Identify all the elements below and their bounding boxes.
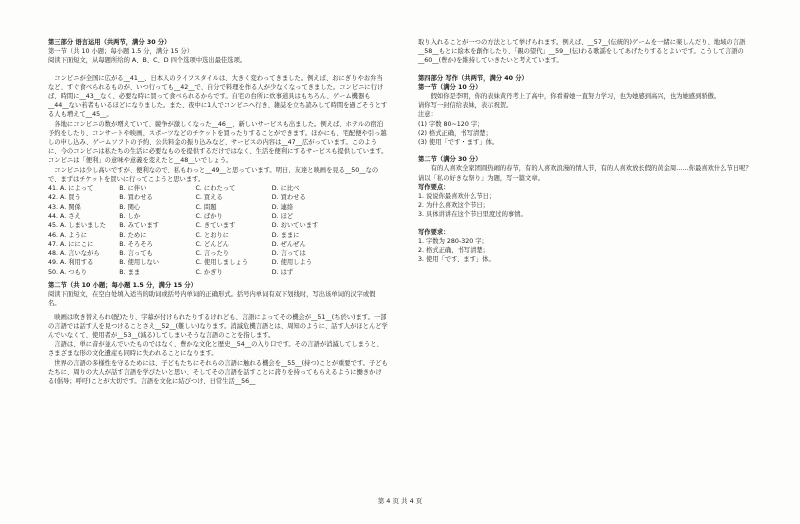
option-row: [48, 240, 348, 249]
options-table: [48, 184, 348, 277]
writing2-point: 1. 说说你最喜欢什么节日；: [418, 193, 496, 201]
writing2-title: 第二节（满分 30 分）: [418, 156, 482, 164]
writing1-prompt: 假如你是李明，你的表妹黄丹考上了高中，你看着她一直努力学习，也为她感到高兴，也为她感到骄傲。: [418, 93, 721, 101]
option-d: D. ほど: [271, 212, 294, 220]
option-c: C. ばかり: [195, 212, 223, 220]
option-b: B. 使用しない: [119, 259, 160, 267]
writing2-requirement: 3. 使用「です、ます」体。: [418, 256, 495, 264]
option-b: B. 言っても: [119, 250, 153, 258]
option-a: 50. A. つもり: [48, 268, 88, 276]
writing1-note: (3) 使用「です・ます」体。: [418, 139, 499, 147]
option-row: [48, 203, 348, 212]
right-column: [418, 38, 758, 264]
option-b: B. しか: [119, 212, 141, 220]
option-d: D. 使用しよう: [271, 259, 313, 267]
writing2-points-title: 写作要点：: [418, 183, 450, 191]
passage2-paragraph: 言語は、単に音が並んでいたものではなく、豊かな文化と歴史__54__の入り口です。その言語が消滅してしまうと、さまざまな形の文化遺産も同時に失われることになります。: [48, 341, 383, 358]
option-a: 46. A. ように: [48, 231, 88, 239]
option-row: [48, 258, 348, 267]
passage2-continuation: 取り入れることが一つの方法として挙げられます。例えば、__57__(伝統的)ゲームを一緒に楽しんだり、地域の言語__58__もとに絵本を創作したり、「親の望代」__59__(伝)わる歌謡をしてあげたりするとよいです。こうして言語の__60__(豊か)を維持していきたいと考えています。: [418, 39, 746, 65]
writing1-note: (2) 格式正确，书写清楚；: [418, 129, 492, 137]
option-b: B. に伴い: [119, 185, 147, 193]
passage2-paragraph: 世界の言語の多様性を守るためには、子どもたちにそれらの言語に触れる機会を__55__(持つ)ことが重要です。子どもたちに、周りの大人が話す言語を学びたいと思い、そしてその言語を話すことに誇りを持ってもらえるように働きかける(倡导；呼吁)ことが大切です。言語を文化に結びつけ、日常生活__56__: [48, 359, 388, 386]
option-b: B. みています: [119, 222, 160, 230]
option-c: C. とおりに: [195, 231, 230, 239]
part4-title: 第四部分 写作（共两节，满分 40 分）: [418, 74, 528, 82]
option-d: D. はず: [271, 268, 294, 276]
option-d: D. おいています: [271, 222, 319, 230]
writing1-prompt: 请你写一封信给表妹，表示祝贺。: [418, 102, 513, 110]
option-c: C. かぎり: [195, 268, 223, 276]
page-footer: 第 4 页 共 4 页: [377, 497, 423, 505]
option-a: 45. A. しまいました: [48, 222, 106, 230]
passage1-paragraph: 各地にコンビニの数が増えていて、競争が激しくなった__46__、新しいサービスも出ました。例えば、ホテルの宿泊予約をしたり、コンサートや映画、スポーツなどのチケットを買ったりすることができます。ほかにも、宅配便や引っ越しの申し込み、ゲームソフトの予約、公共料金の振り込みなど、サービスの内容は__47__広がっています。このように、今のコンビニは私たちの生活に必要なものを提供するだけではなく、生活を便利にするサービスも提供しています。コンビニは「便利」の意味や意義を変えたと__48__いでしょう。: [48, 120, 388, 165]
option-row: [48, 268, 348, 277]
writing2-prompt: 有的人喜欢全家团圆热闹的春节，有的人喜欢浪漫的情人节，有的人喜欢放长假的黄金周……你最喜欢什么节日呢？请以「私の好きな祭り」为题，写一篇文章。: [418, 165, 752, 182]
option-row: [48, 212, 348, 221]
option-a: 47. A. ににこに: [48, 240, 94, 248]
writing2-requirements-title: 写作要求：: [418, 228, 450, 236]
section2-title: 第二节（共 10 小题；每小题 1.5 分，满分 15 分）: [48, 282, 197, 290]
section2-instruction: 阅读下面短文，在空白处填入适当的助词或括号内单词的正确形式。括号内单词有双下划线时，写出该单词的汉字或假名。: [48, 291, 376, 308]
writing1-note-label: 注意：: [418, 111, 437, 119]
option-row: [48, 184, 348, 193]
option-b: B. 買わせる: [119, 194, 153, 202]
writing2-requirement: 1. 字数为 280-320 字；: [418, 237, 488, 245]
option-c: C. きています: [195, 222, 236, 230]
writing2-requirement: 2. 格式正确，书写清楚；: [418, 247, 489, 255]
passage2-paragraph: 映画は吹き替えられ(配)たり、字幕が付けられたりするけれども、言語によってその機会が__51__(ち於い)ます。一部の言語では話す人を見つけることさえ__52__(難しい)なります。消滅危機言語とは、周知のように、話す人がほとんど学んでいなくて、使用者が__53__(減る)してしまいそうな言語のことを指します。: [48, 313, 388, 340]
writing1-note: (1) 字数 80~120 字；: [418, 120, 484, 128]
option-b: B. そろそろ: [119, 240, 153, 248]
writing2-point: 3. 具体讲讲在这个节日里度过的事情。: [418, 211, 527, 219]
option-row: [48, 193, 348, 202]
option-b: B. まま: [119, 268, 141, 276]
option-row: [48, 221, 348, 230]
option-d: D. 言っては: [271, 250, 306, 258]
option-a: 42. A. 買う: [48, 194, 81, 202]
option-a: 49. A. 利用する: [48, 259, 94, 267]
option-c: C. 買える: [195, 194, 223, 202]
option-a: 44. A. さえ: [48, 212, 81, 220]
option-c: C. 使用しましょう: [195, 259, 248, 267]
option-b: B. ために: [119, 231, 147, 239]
option-c: C. にわたって: [195, 185, 236, 193]
part3-title: 第三部分 语言运用（共两节，满分 30 分）: [48, 39, 171, 46]
option-c: C. どんどん: [195, 240, 230, 248]
option-d: D. 買わせる: [271, 194, 306, 202]
option-a: 48. A. 言いながら: [48, 250, 100, 258]
passage1-paragraph: コンビニは少し高いですが、便利なので、私もわっと__49__と思っています。明日、友達と映画を見る__50__なので、まずはチケットを買いに行ってこようと思います。: [48, 166, 379, 183]
option-d: D. に比べ: [271, 185, 300, 193]
section1-instruction: 阅读下面短文，从每题所给的 A、B、C、D 四个选项中选出最佳选项。: [48, 57, 247, 65]
option-a: 41. A. によって: [48, 185, 94, 193]
option-d: D. ままに: [271, 231, 300, 239]
left-column: [48, 38, 388, 386]
writing2-point: 2. 为什么喜欢这个节日；: [418, 202, 489, 210]
option-a: 43. A. 関係: [48, 203, 81, 211]
option-c: C. 言ったり: [195, 250, 230, 258]
option-d: D. 連絡: [271, 203, 294, 211]
option-d: D. ぜんぜん: [271, 240, 306, 248]
option-row: [48, 231, 348, 240]
writing1-title: 第一节（满分 10 分）: [418, 83, 482, 91]
option-c: C. 問題: [195, 203, 217, 211]
section1-title: 第一节（共 10 小题；每小题 1.5 分，满分 15 分）: [48, 48, 194, 56]
passage1-paragraph: コンビニが全国に広がる__41__、日本人のライフスタイルは、大きく変わってきました。例えば、おにぎりやお弁当など、すぐ食べられるものが、いつ行っても__42__で、自分で料理を作る人が少なくなってきました。コンビニに行けば、時間に__43__なく、必要な時に買って食べられるからです。自宅の台所に炊事道具はもちろん、ゲーム機器も__44__ない若者もいるほどになりました。また、夜中に1人でコンビニへ行き、雑誌を立ち読みして時間を過ごそうとする人も増えて__45__。: [48, 74, 388, 119]
option-row: [48, 249, 348, 258]
option-b: B. 関心: [119, 203, 141, 211]
